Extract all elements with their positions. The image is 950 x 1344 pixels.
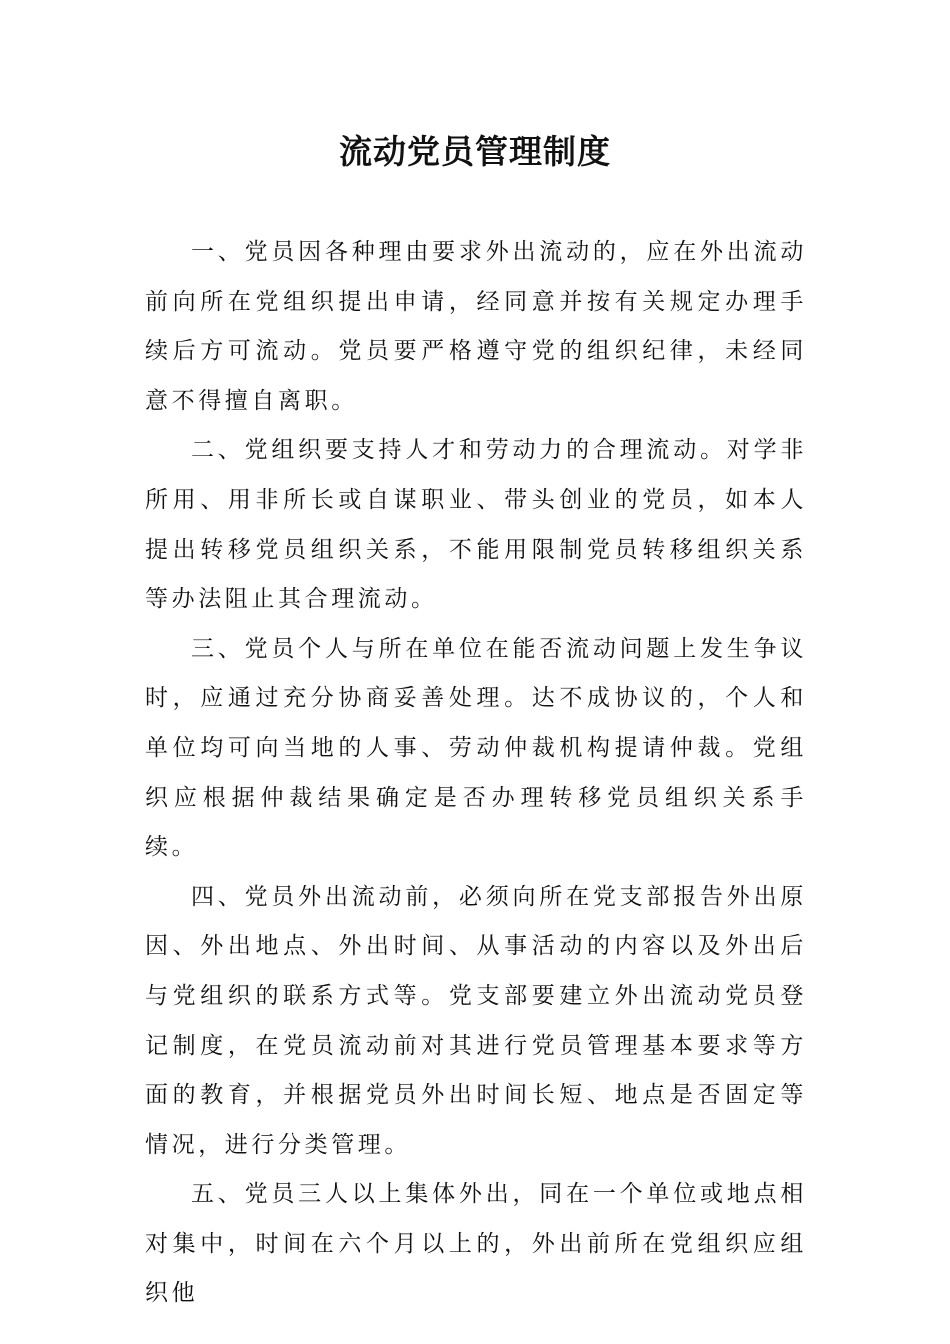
paragraph-4: 四、党员外出流动前，必须向所在党支部报告外出原因、外出地点、外出时间、从事活动的内容以及外出后与党组织的联系方式等。党支部要建立外出流动党员登记制度，在党员流动前对其进行党员管理基本要求等方面的教育，并根据党员外出时间长短、地点是否固定等情况，进行分类管理。: [145, 883, 807, 1158]
paragraph-5: 五、党员三人以上集体外出，同在一个单位或地点相对集中，时间在六个月以上的，外出前所在党组织应组织他: [145, 1181, 807, 1307]
paragraph-3: 三、党员个人与所在单位在能否流动问题上发生争议时，应通过充分协商妥善处理。达不成协议的，个人和单位均可向当地的人事、劳动仲裁机构提请仲裁。党组织应根据仲裁结果确定是否办理转移党员组织关系手续。: [145, 635, 807, 861]
paragraph-1: 一、党员因各种理由要求外出流动的，应在外出流动前向所在党组织提出申请，经同意并按有关规定办理手续后方可流动。党员要严格遵守党的组织纪律，未经同意不得擅自离职。: [145, 239, 807, 414]
paragraph-2: 二、党组织要支持人才和劳动力的合理流动。对学非所用、用非所长或自谋职业、带头创业的党员，如本人提出转移党员组织关系，不能用限制党员转移组织关系等办法阻止其合理流动。: [145, 437, 807, 613]
document-body: [145, 228, 807, 1319]
document-title: 流动党员管理制度: [339, 132, 611, 171]
